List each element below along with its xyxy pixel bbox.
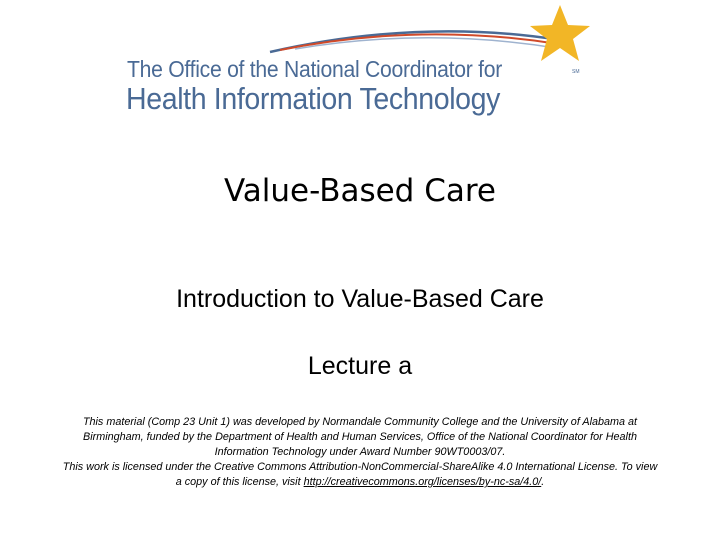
service-mark: SM xyxy=(572,69,580,75)
license-notice xyxy=(60,415,660,490)
slide-title: Value-Based Care xyxy=(223,173,496,209)
onc-logo xyxy=(120,0,600,120)
license-suffix: . xyxy=(541,476,545,488)
logo-line1: The Office of the National Coordinator for xyxy=(127,56,502,82)
logo-line2: Health Information Technology xyxy=(126,81,501,116)
license-link[interactable]: http://creativecommons.org/licenses/by-nc-sa/4.0/ xyxy=(303,476,542,488)
license-text xyxy=(60,460,660,490)
slide-subtitle: Introduction to Value-Based Care xyxy=(176,285,544,313)
license-prefix: This work is licensed under the Creative Commons Attribution-NonCommercial-ShareAlike 4.0 International License. To view a copy of this license, visit xyxy=(62,461,658,488)
lecture-label: Lecture a xyxy=(307,352,413,380)
attribution-text: This material (Comp 23 Unit 1) was developed by Normandale Community College and the University of Alabama at Birmingham, funded by the Department of Health and Human Services, Office of the National Coordinator for Health Information Technology under Award Number 90WT0003/07. xyxy=(82,416,638,458)
